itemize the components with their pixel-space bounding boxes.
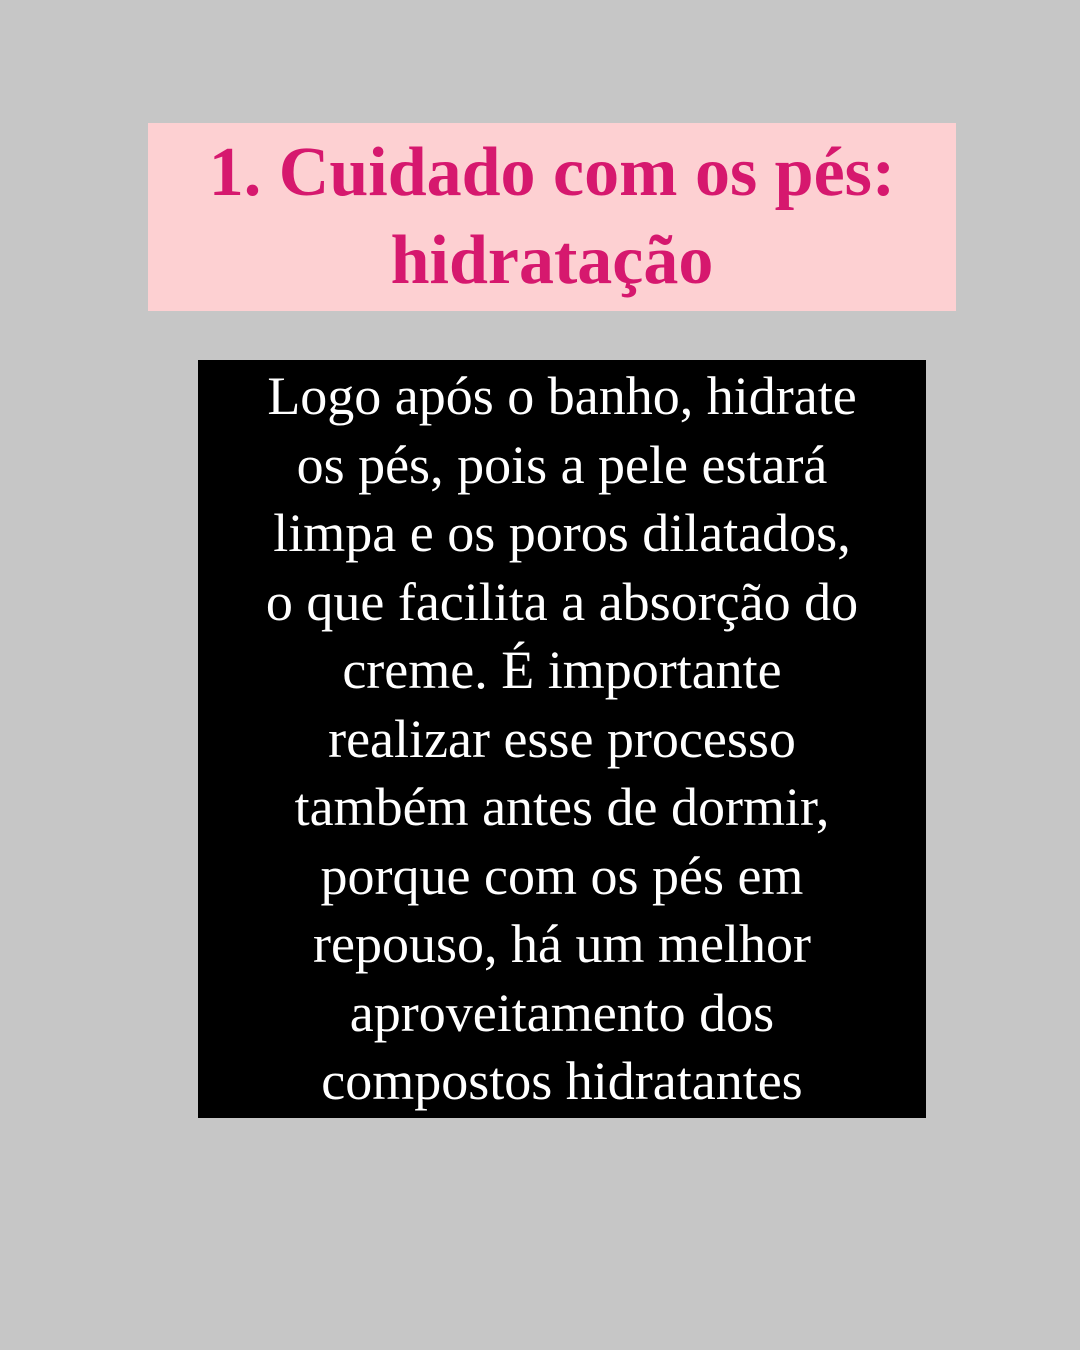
body-line-10: aproveitamento dos [349, 982, 775, 1043]
body-line-11: compostos hidratantes [321, 1051, 803, 1112]
body-line-5: creme. É importante [342, 640, 782, 701]
body-line-1: Logo após o banho, hidrate [267, 366, 857, 427]
body-line-4: o que facilita a absorção do [265, 571, 859, 632]
body-line-9: repouso, há um melhor [313, 914, 811, 975]
body-line-7: também antes de dormir, [294, 777, 830, 838]
page-title [199, 129, 905, 305]
text-panel [198, 360, 926, 1118]
body-line-2: os pés, pois a pele estará [296, 434, 828, 495]
body-line-3: limpa e os poros dilatados, [273, 503, 851, 564]
body-line-6: realizar esse processo [328, 708, 796, 769]
title-line-2: hidratação [390, 222, 714, 299]
body-line-8: porque com os pés em [320, 845, 804, 906]
title-line-1: 1. Cuidado com os pés: [208, 134, 896, 211]
body-paragraph [266, 362, 858, 1116]
title-banner [148, 123, 956, 311]
